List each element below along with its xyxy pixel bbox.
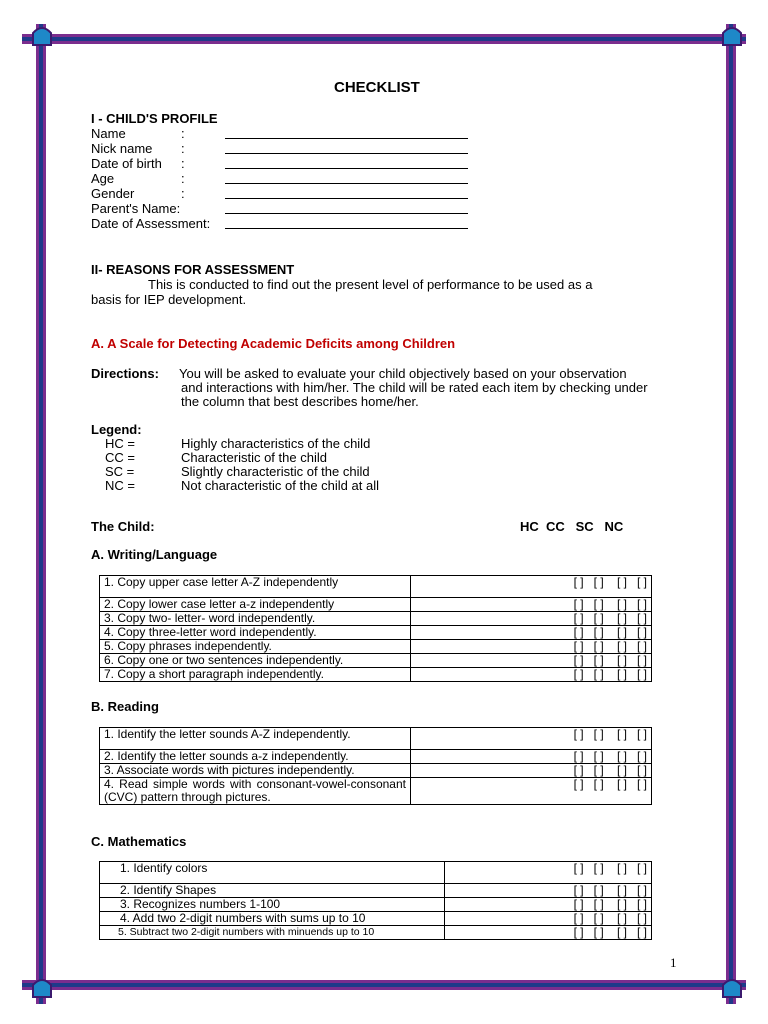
- corner-ornament-icon: [721, 977, 743, 999]
- reading-table: [99, 727, 652, 805]
- table-row: 1. Identify colors [ ] [ ] [ ] [ ]: [100, 862, 652, 884]
- rating-boxes[interactable]: [ ] [ ] [ ] [ ]: [445, 926, 652, 940]
- border-right: [726, 24, 736, 1004]
- table-row: 5. Copy phrases independently. [ ] [ ] [ ] [ ]: [100, 640, 652, 654]
- corner-ornament-icon: [721, 25, 743, 47]
- rating-boxes[interactable]: [ ] [ ] [ ] [ ]: [445, 898, 652, 912]
- table-row: 3. Recognizes numbers 1-100 [ ] [ ] [ ] [ ]: [100, 898, 652, 912]
- date-assessment-line[interactable]: [225, 228, 468, 229]
- nickname-line[interactable]: [225, 153, 468, 154]
- reasons-text-2: basis for IEP development.: [91, 292, 247, 307]
- name-line[interactable]: [225, 138, 468, 139]
- border-bottom: [22, 980, 746, 990]
- reading-heading: B. Reading: [91, 699, 159, 714]
- profile-heading: I - CHILD'S PROFILE: [91, 111, 218, 126]
- rating-boxes[interactable]: [ ] [ ] [ ] [ ]: [411, 626, 652, 640]
- rating-boxes[interactable]: [ ] [ ] [ ] [ ]: [445, 912, 652, 926]
- table-row: 4. Add two 2-digit numbers with sums up to 10 [ ] [ ] [ ] [ ]: [100, 912, 652, 926]
- directions-text-3: the column that best describes home/her.: [181, 394, 419, 409]
- rating-boxes[interactable]: [ ] [ ] [ ] [ ]: [411, 750, 652, 764]
- rating-boxes[interactable]: [ ] [ ] [ ] [ ]: [411, 778, 652, 805]
- age-line[interactable]: [225, 183, 468, 184]
- rating-boxes[interactable]: [ ] [ ] [ ] [ ]: [445, 884, 652, 898]
- table-row: 1. Identify the letter sounds A-Z independently. [ ] [ ] [ ] [ ]: [100, 728, 652, 750]
- parent-line[interactable]: [225, 213, 468, 214]
- scale-heading: A. A Scale for Detecting Academic Deficits among Children: [91, 336, 456, 351]
- rating-boxes[interactable]: [ ] [ ] [ ] [ ]: [411, 668, 652, 682]
- table-row: 7. Copy a short paragraph independently. [ ] [ ] [ ] [ ]: [100, 668, 652, 682]
- table-row: 2. Identify the letter sounds a-z independently. [ ] [ ] [ ] [ ]: [100, 750, 652, 764]
- child-label: The Child:: [91, 519, 155, 534]
- legend-heading: Legend:: [91, 422, 142, 437]
- directions-text-2: and interactions with him/her. The child will be rated each item by checking under: [181, 380, 648, 395]
- table-row: 4. Copy three-letter word independently. [ ] [ ] [ ] [ ]: [100, 626, 652, 640]
- rating-boxes[interactable]: [ ] [ ] [ ] [ ]: [411, 640, 652, 654]
- table-row: 2. Copy lower case letter a-z independently [ ] [ ] [ ] [ ]: [100, 598, 652, 612]
- table-row: 1. Copy upper case letter A-Z independently [ ] [ ] [ ] [ ]: [100, 576, 652, 598]
- rating-boxes[interactable]: [ ] [ ] [ ] [ ]: [411, 728, 652, 750]
- rating-boxes[interactable]: [ ] [ ] [ ] [ ]: [411, 612, 652, 626]
- math-table: [99, 861, 652, 940]
- table-row: 3. Associate words with pictures independently. [ ] [ ] [ ] [ ]: [100, 764, 652, 778]
- border-top: [22, 34, 746, 44]
- rating-boxes[interactable]: [ ] [ ] [ ] [ ]: [411, 654, 652, 668]
- directions-label: Directions:: [91, 366, 159, 381]
- rating-boxes[interactable]: [ ] [ ] [ ] [ ]: [411, 764, 652, 778]
- reasons-text-1: This is conducted to find out the present level of performance to be used as a: [148, 277, 593, 292]
- table-row: 2. Identify Shapes [ ] [ ] [ ] [ ]: [100, 884, 652, 898]
- reasons-heading: II- REASONS FOR ASSESSMENT: [91, 262, 295, 277]
- table-row: 5. Subtract two 2-digit numbers with minuends up to 10 [ ] [ ] [ ] [ ]: [100, 926, 652, 940]
- corner-ornament-icon: [31, 977, 53, 999]
- table-row: 6. Copy one or two sentences independently. [ ] [ ] [ ] [ ]: [100, 654, 652, 668]
- page-number: 1: [670, 955, 677, 970]
- gender-line[interactable]: [225, 198, 468, 199]
- corner-ornament-icon: [31, 25, 53, 47]
- rating-boxes[interactable]: [ ] [ ] [ ] [ ]: [411, 576, 652, 598]
- math-heading: C. Mathematics: [91, 834, 187, 849]
- page-title: CHECKLIST: [334, 79, 420, 96]
- directions-text-1: You will be asked to evaluate your child objectively based on your observation: [179, 366, 627, 381]
- border-left: [36, 24, 46, 1004]
- writing-heading: A. Writing/Language: [91, 547, 218, 562]
- rating-boxes[interactable]: [ ] [ ] [ ] [ ]: [411, 598, 652, 612]
- writing-table: [99, 575, 652, 682]
- table-row: 3. Copy two- letter- word independently. [ ] [ ] [ ] [ ]: [100, 612, 652, 626]
- rating-boxes[interactable]: [ ] [ ] [ ] [ ]: [445, 862, 652, 884]
- column-headers: HC CC SC NC: [520, 519, 624, 534]
- dob-line[interactable]: [225, 168, 468, 169]
- table-row: 4. Read simple words with consonant-vowel-consonant (CVC) pattern through pictures. [ ] [ ] [ ] [ ]: [100, 778, 652, 805]
